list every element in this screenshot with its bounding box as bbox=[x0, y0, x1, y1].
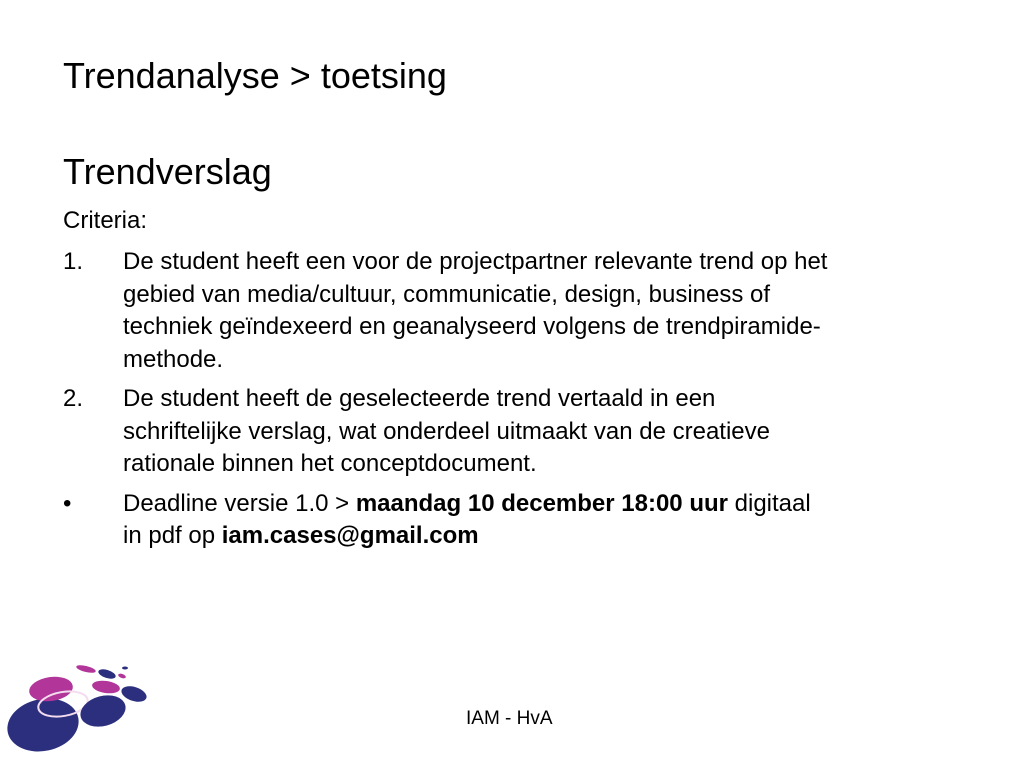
criterion-line: techniek geïndexeerd en geanalyseerd volgens de trendpiramide- bbox=[123, 313, 821, 340]
bullet-marker: • bbox=[63, 489, 72, 517]
criterion-line: schriftelijke verslag, wat onderdeel uitmaakt van de creatieve bbox=[123, 417, 770, 445]
footer-text: IAM - HvA bbox=[466, 708, 553, 729]
criterion-item-2 bbox=[63, 383, 963, 481]
deadline-line-1 bbox=[123, 488, 963, 521]
deadline-item bbox=[63, 488, 963, 553]
criterion-line: rationale binnen het conceptdocument. bbox=[123, 450, 537, 477]
slide-title: Trendanalyse > toetsing bbox=[63, 55, 447, 96]
criterion-item-1 bbox=[63, 246, 963, 376]
criterion-line: De student heeft een voor de projectpartner relevante trend op het bbox=[123, 248, 828, 275]
criteria-label: Criteria: bbox=[63, 207, 148, 234]
iam-hva-logo-icon bbox=[0, 660, 160, 760]
deadline-date: maandag 10 december 18:00 uur bbox=[355, 489, 728, 517]
list-marker: 2. bbox=[63, 385, 84, 412]
deadline-text-after: digitaal bbox=[727, 489, 811, 517]
criteria-list bbox=[63, 246, 963, 560]
criterion-line: methode. bbox=[123, 345, 224, 373]
deadline-line-2 bbox=[123, 520, 963, 553]
deadline-email: iam.cases@gmail.com bbox=[221, 522, 479, 549]
deadline-text-before: Deadline versie 1.0 > bbox=[123, 489, 356, 517]
criterion-line: De student heeft de geselecteerde trend vertaald in een bbox=[123, 385, 716, 412]
criterion-line: gebied van media/cultuur, communicatie, design, business of bbox=[123, 280, 771, 308]
slide-subtitle: Trendverslag bbox=[63, 151, 272, 192]
list-marker: 1. bbox=[63, 248, 84, 275]
deadline-line2-before: in pdf op bbox=[123, 522, 222, 549]
